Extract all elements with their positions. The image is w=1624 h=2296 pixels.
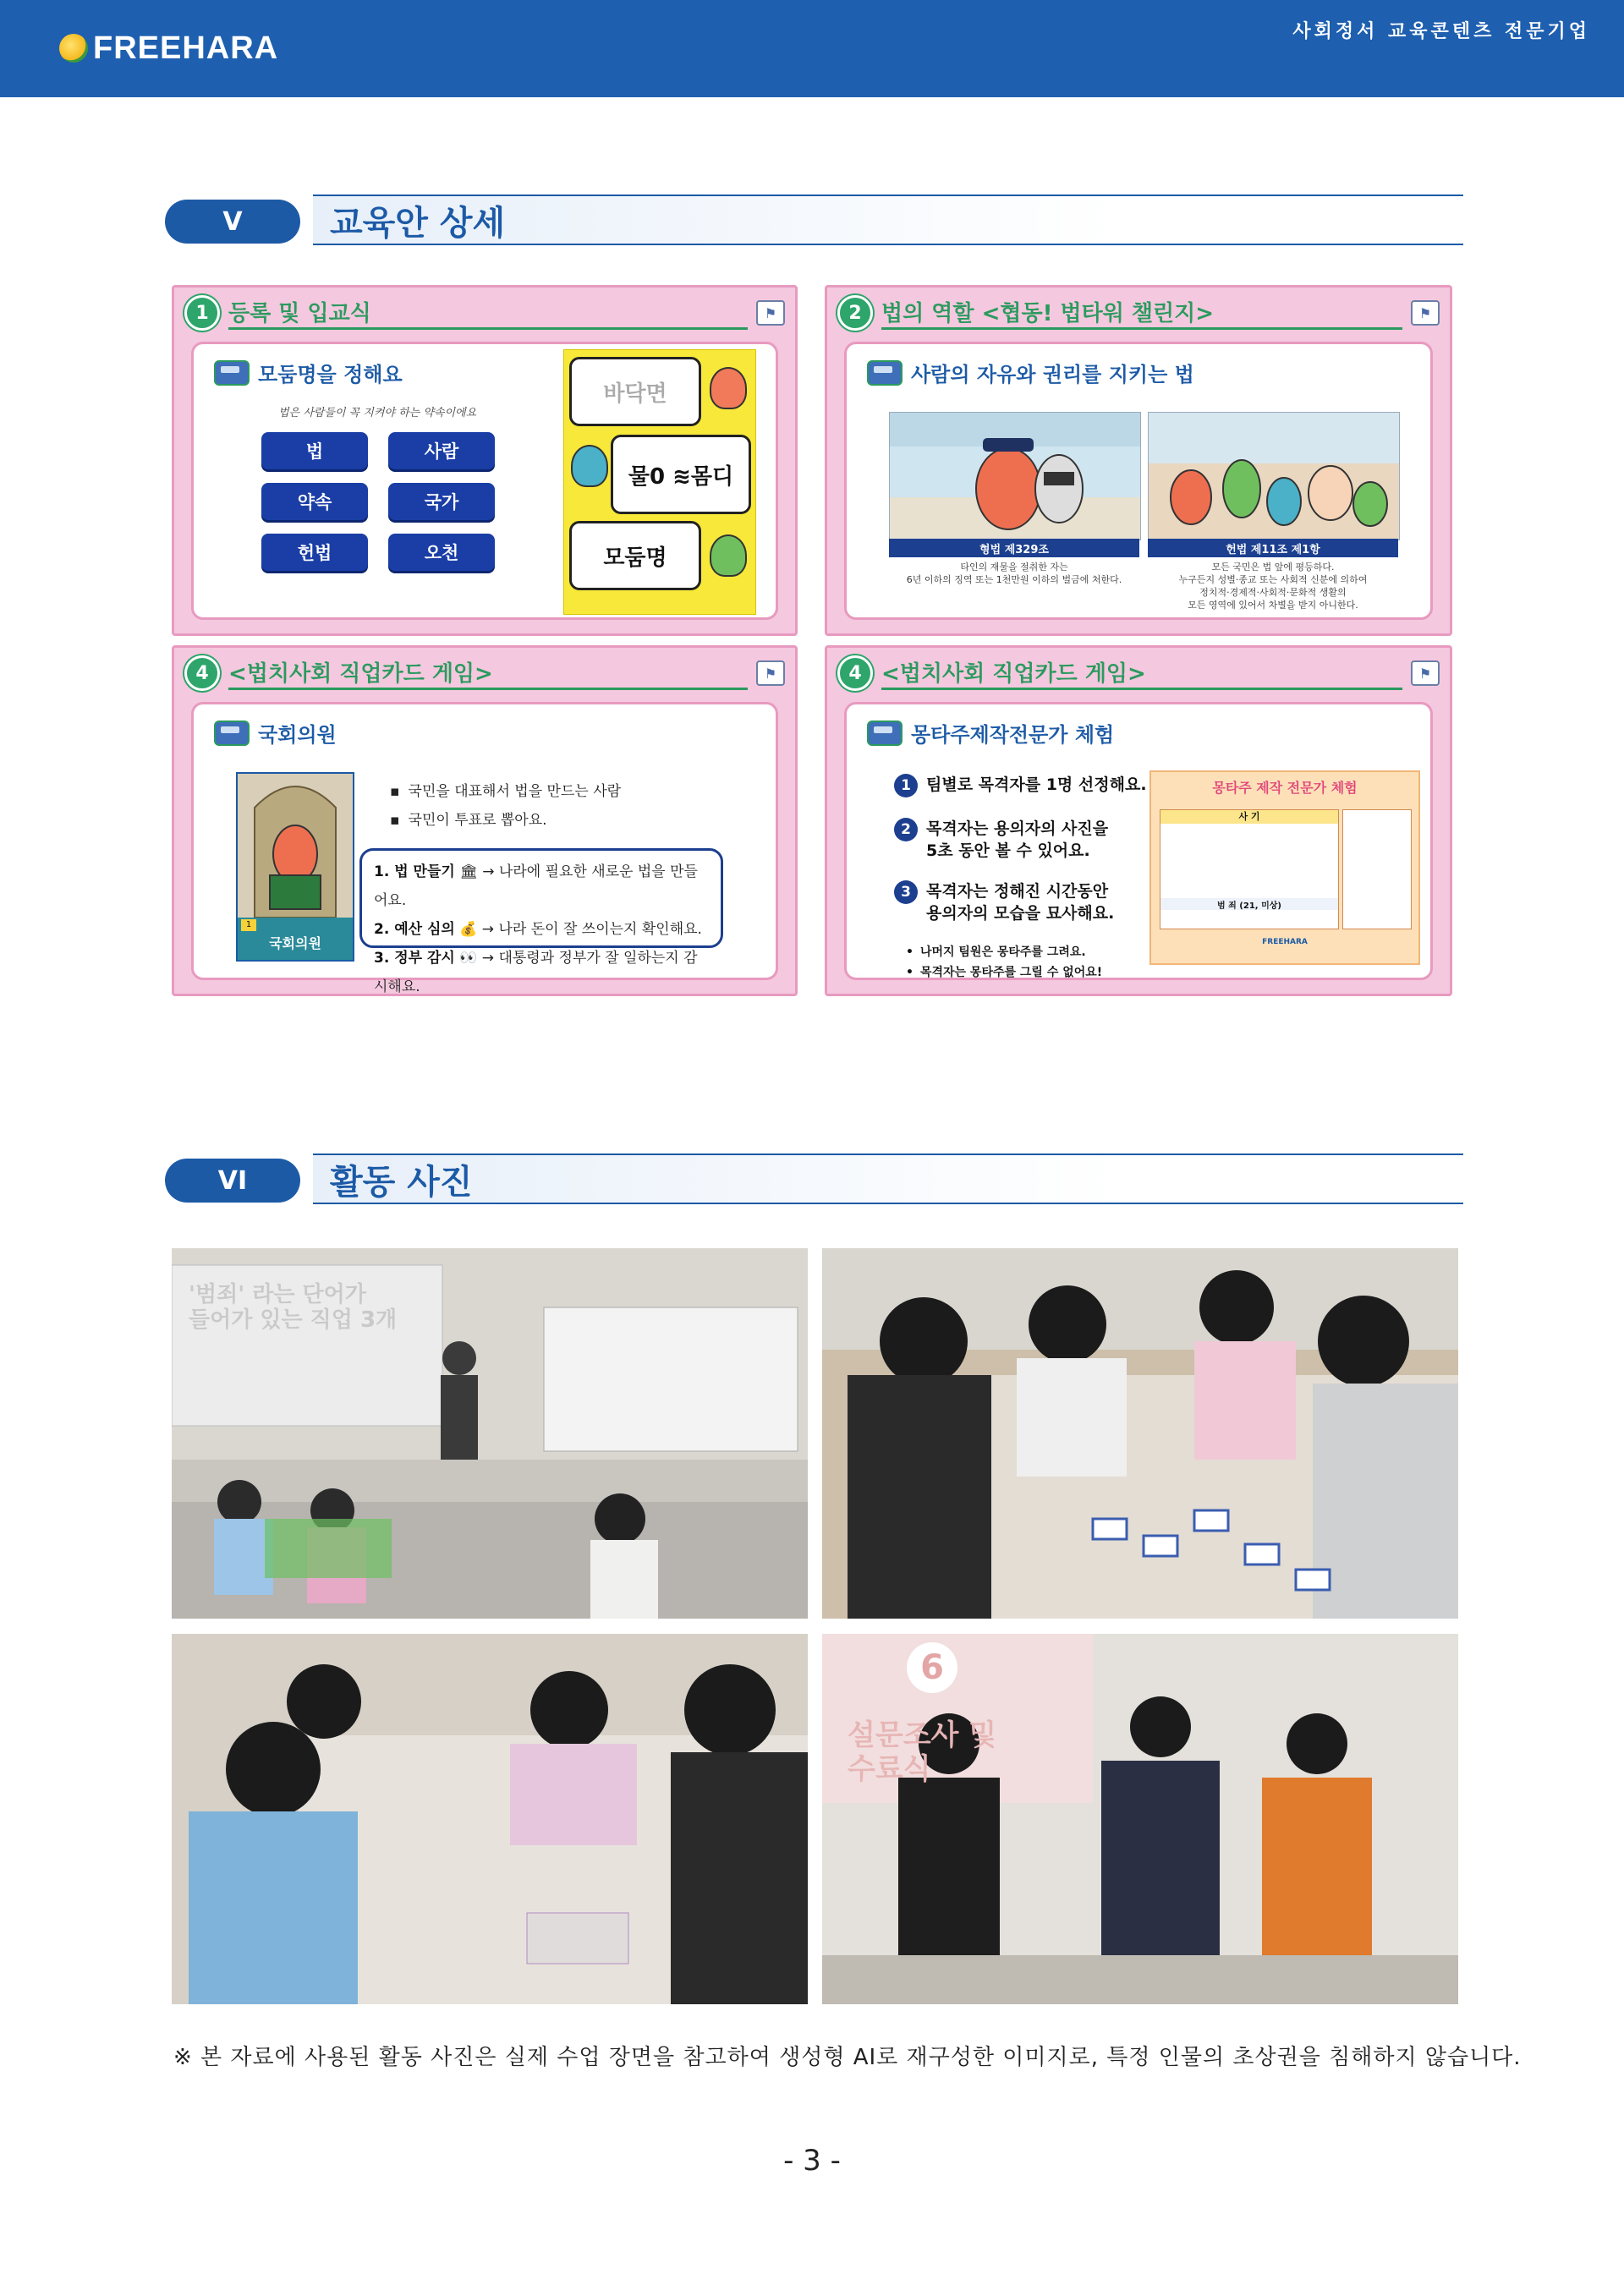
character-illustration bbox=[571, 445, 608, 487]
duty-head: 2. 예산 심의 bbox=[374, 921, 455, 938]
slide-content bbox=[844, 702, 1433, 980]
law-caption: 헌법 제11조 제1항 bbox=[1148, 539, 1398, 557]
step-item bbox=[894, 774, 1147, 797]
character-illustration bbox=[710, 534, 747, 577]
slide-title: <법치사회 직업카드 게임> bbox=[228, 656, 748, 690]
section-number-badge: VI bbox=[165, 1159, 300, 1203]
slide-number-badge: 4 bbox=[184, 655, 220, 691]
montage-worksheet bbox=[1149, 770, 1420, 965]
flag-icon: ⚑ bbox=[1411, 300, 1440, 326]
slide-content bbox=[191, 342, 778, 620]
duty-head: 3. 정부 감시 bbox=[374, 950, 455, 967]
slide-job-card-lawmaker bbox=[172, 645, 798, 996]
activity-photo-ceremony bbox=[822, 1634, 1458, 2004]
logo bbox=[59, 30, 278, 66]
section-title: 활동 사진 bbox=[313, 1153, 1463, 1204]
slide-title: <법치사회 직업카드 게임> bbox=[881, 656, 1402, 690]
step-number: 3 bbox=[894, 880, 918, 904]
step-number: 2 bbox=[894, 818, 918, 841]
law-text: 모든 국민은 법 앞에 평등하다. 누구든지 성별·종교 또는 사회적 신분에 의하여 정치적·경제적·사회적·문화적 생활의 모든 영역에 있어서 차별을 받지 아니한다. bbox=[1178, 562, 1368, 611]
worksheet-side-panel bbox=[1342, 809, 1412, 929]
card-number: 1 bbox=[241, 919, 256, 931]
bullet-item: ▪ 국민을 대표해서 법을 만드는 사람 bbox=[390, 779, 621, 800]
job-card-label: 국회의원 bbox=[269, 935, 321, 951]
slide-title: 등록 및 입교식 bbox=[228, 296, 748, 330]
slide-header bbox=[184, 656, 785, 690]
projected-slide-text: 설문조사 및 수료식 bbox=[848, 1718, 997, 1786]
duty-icon: 🏛 bbox=[459, 863, 478, 880]
photo-disclaimer: ※ 본 자료에 사용된 활동 사진은 실제 수업 장면을 참고하여 생성형 AI로 재구성한 이미지로, 특정 인물의 초상권을 침해하지 않습니다. bbox=[173, 2045, 1522, 2070]
lawmaker-character-illustration bbox=[238, 774, 353, 918]
duty-icon: 👀 bbox=[459, 950, 478, 967]
activity-photo-drawing bbox=[172, 1634, 808, 2004]
flag-icon: ⚑ bbox=[756, 660, 785, 686]
page-number: - 3 - bbox=[783, 2144, 841, 2178]
slide-subtitle: 모둠명을 정해요 bbox=[258, 363, 403, 386]
slide-subtitle: 국회의원 bbox=[258, 723, 337, 747]
bus-icon bbox=[214, 721, 250, 746]
worksheet-draw-area bbox=[1160, 809, 1339, 929]
word-card: 약속 bbox=[261, 483, 368, 520]
worksheet-brand: FREEHARA bbox=[1262, 938, 1308, 946]
slide-subtitle: 사람의 자유와 권리를 지키는 법 bbox=[911, 363, 1194, 386]
step-text: 목격자는 용의자의 사진을 5초 동안 볼 수 있어요. bbox=[926, 819, 1109, 860]
team-name-card bbox=[563, 349, 756, 615]
slide-subheading bbox=[867, 358, 1194, 387]
duty-text: → 나라 돈이 잘 쓰이는지 확인해요. bbox=[481, 921, 702, 938]
slide-content bbox=[844, 342, 1433, 620]
step-number: 1 bbox=[894, 774, 918, 797]
duty-icon: 💰 bbox=[459, 921, 478, 938]
slide-subtitle: 몽타주제작전문가 체험 bbox=[911, 723, 1115, 747]
worksheet-section: 사 기 bbox=[1160, 810, 1338, 824]
bus-icon bbox=[867, 721, 903, 746]
slide-role-of-law bbox=[825, 285, 1452, 636]
slide-subheading bbox=[867, 718, 1114, 748]
word-card: 사람 bbox=[388, 432, 495, 469]
duty-text: → 나라에 필요한 새로운 법을 만들어요. bbox=[374, 863, 698, 909]
bullet-item: ▪ 국민이 투표로 뽑아요. bbox=[390, 808, 547, 829]
slide-number-badge: 4 bbox=[837, 655, 873, 691]
bus-icon bbox=[214, 360, 250, 386]
character-illustration bbox=[710, 367, 747, 409]
law-caption: 형법 제329조 bbox=[889, 539, 1139, 557]
duties-box bbox=[359, 848, 723, 995]
duty-item bbox=[374, 915, 709, 944]
slide-subheading bbox=[214, 718, 337, 748]
card-game-scene-photo bbox=[822, 1248, 1458, 1619]
bullet-item: • 나머지 팀원은 몽타주를 그려요. bbox=[906, 943, 1086, 960]
step-text: 목격자는 정해진 시간동안 용의자의 모습을 묘사해요. bbox=[926, 882, 1115, 923]
slide-subheading bbox=[214, 358, 403, 387]
projected-slide-text: '범죄' 라는 단어가 들어가 있는 직업 3개 bbox=[189, 1282, 398, 1333]
section-title: 교육안 상세 bbox=[313, 195, 1463, 245]
header-tagline: 사회정서 교육콘텐츠 전문기업 bbox=[1292, 21, 1590, 42]
logo-text: FREEHARA bbox=[93, 30, 279, 66]
slide-number-badge: 1 bbox=[184, 295, 220, 331]
slide-registration bbox=[172, 285, 798, 636]
law-text: 타인의 재물을 절취한 자는 6년 이하의 징역 또는 1천만원 이하의 벌금에 처한다. bbox=[906, 562, 1122, 585]
section-number-badge: V bbox=[165, 200, 300, 244]
theft-illustration bbox=[889, 412, 1141, 540]
duty-item bbox=[374, 858, 709, 915]
worksheet-footer: 범 죄 (21, 미상) bbox=[1160, 898, 1338, 910]
duty-item bbox=[374, 944, 709, 1001]
ceremony-scene-photo bbox=[822, 1634, 1458, 2004]
characters-group-illustration bbox=[1149, 413, 1399, 540]
word-card: 헌법 bbox=[261, 534, 368, 571]
word-card: 국가 bbox=[388, 483, 495, 520]
step-item bbox=[894, 880, 1114, 924]
job-card bbox=[236, 772, 354, 962]
step-text: 팀별로 목격자를 1명 선정해요. bbox=[926, 775, 1147, 794]
slide-step-number: 6 bbox=[907, 1642, 957, 1693]
bullet-item: • 목격자는 몽타주를 그릴 수 없어요! bbox=[906, 963, 1102, 980]
step-item bbox=[894, 818, 1108, 862]
word-card: 오천 bbox=[388, 534, 495, 571]
word-card: 법 bbox=[261, 432, 368, 469]
slide-content bbox=[191, 702, 778, 995]
activity-photo-card-game bbox=[822, 1248, 1458, 1619]
slide-header bbox=[837, 296, 1440, 330]
card-label: 바닥면 bbox=[569, 357, 701, 426]
activity-photo-classroom bbox=[172, 1248, 808, 1619]
slide-header bbox=[837, 656, 1440, 690]
drawing-scene-photo bbox=[172, 1634, 808, 2004]
slide-title: 법의 역할 <협동! 법타워 챌린지> bbox=[881, 296, 1402, 330]
card-label: 물0 ≋몸디 bbox=[611, 435, 751, 514]
bus-icon bbox=[867, 360, 903, 386]
handwritten-note: 법은 사람들이 꼭 지켜야 하는 약속이에요 bbox=[278, 407, 477, 419]
slide-number-badge: 2 bbox=[837, 295, 873, 331]
equality-illustration bbox=[1148, 412, 1400, 540]
card-label: 모둠명 bbox=[569, 521, 701, 590]
worksheet-title: 몽타주 제작 전문가 체험 bbox=[1212, 780, 1358, 796]
police-character-illustration bbox=[890, 413, 1140, 540]
logo-mark-icon bbox=[59, 34, 88, 63]
duty-head: 1. 법 만들기 bbox=[374, 863, 455, 880]
slide-job-card-montage bbox=[825, 645, 1452, 996]
slide-header bbox=[184, 296, 785, 330]
flag-icon: ⚑ bbox=[1411, 660, 1440, 686]
duty-text: → 대통령과 정부가 잘 일하는지 감시해요. bbox=[374, 950, 698, 995]
flag-icon: ⚑ bbox=[756, 300, 785, 326]
